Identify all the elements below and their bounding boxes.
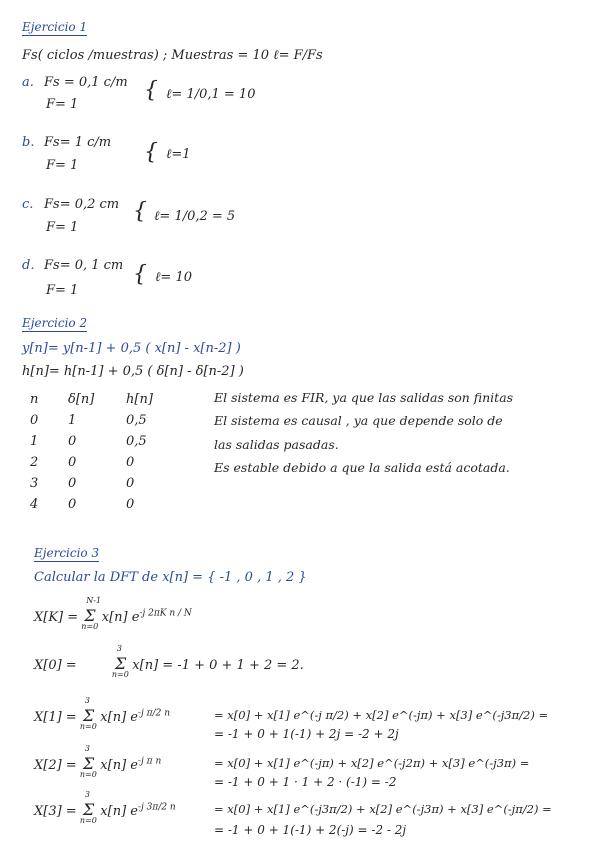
- sum-upper: 3: [84, 790, 90, 799]
- dft-body: x[n] e: [101, 610, 140, 625]
- item-line2: F= 1: [46, 283, 79, 298]
- brace-icon: {: [144, 140, 158, 165]
- sum-lower: n=0: [111, 670, 129, 679]
- x3-exponent: -j 3π/2 n: [137, 802, 176, 813]
- dft-exponent: -j 2πK n / N: [139, 608, 192, 619]
- note-fir: El sistema es FIR, ya que las salidas son finitas: [214, 390, 514, 405]
- table-header: [30, 389, 200, 410]
- note-causal-cont: las salidas pasadas.: [214, 437, 339, 452]
- note-stable: Es estable debido a que la salida está acotada.: [214, 460, 510, 475]
- ex2-difference-equation: y[n]= y[n-1] + 0,5 ( x[n] - x[n-2] ): [22, 341, 241, 356]
- x0-body: x[n] = -1 + 0 + 1 + 2 = 2.: [132, 658, 304, 673]
- ex2-heading: Ejercicio 2: [22, 316, 88, 330]
- x3-lhs: X[3] =: [34, 804, 77, 819]
- dft-general: [34, 596, 192, 631]
- item-line2: F= 1: [46, 97, 79, 112]
- table-row: [30, 431, 200, 452]
- x1-exponent: -j π/2 n: [137, 708, 171, 719]
- x2-expansion: = x[0] + x[1] e^(-jπ) + x[2] e^(-j2π) + x[3] e^(-j3π) =: [214, 756, 530, 770]
- sum-upper: 3: [116, 644, 122, 653]
- sum-icon: Σ 3 n=0: [79, 696, 97, 731]
- impulse-response-table: [30, 389, 200, 515]
- header-delta: δ[n]: [68, 392, 95, 407]
- cell-h: 0,5: [126, 413, 147, 428]
- cell-n: 2: [30, 455, 39, 470]
- item-label: d.: [22, 258, 35, 273]
- item-result: ℓ=1: [166, 147, 191, 162]
- x2-result: = -1 + 0 + 1 · 1 + 2 · (-1) = -2: [214, 775, 397, 789]
- brace-icon: {: [133, 262, 147, 287]
- table-row: [30, 473, 200, 494]
- x1-lhs: X[1] =: [34, 710, 77, 725]
- cell-delta: 1: [68, 413, 77, 428]
- item-label: c.: [22, 197, 34, 212]
- cell-delta: 0: [68, 455, 77, 470]
- cell-n: 0: [30, 413, 39, 428]
- item-line1: Fs= 0, 1 cm: [44, 258, 124, 273]
- cell-delta: 0: [68, 434, 77, 449]
- sum-icon: Σ N-1 n=0: [81, 596, 102, 631]
- item-line1: Fs= 1 c/m: [44, 135, 112, 150]
- item-line1: Fs = 0,1 c/m: [44, 75, 128, 90]
- x2-lhs: X[2] =: [34, 758, 77, 773]
- sum-lower: n=0: [79, 722, 97, 731]
- cell-delta: 0: [68, 497, 77, 512]
- x3-result: = -1 + 0 + 1(-1) + 2(-j) = -2 - 2j: [214, 823, 407, 837]
- brace-icon: {: [144, 78, 158, 103]
- item-label: a.: [22, 75, 34, 90]
- cell-h: 0: [126, 455, 135, 470]
- cell-h: 0: [126, 476, 135, 491]
- item-line1: Fs= 0,2 cm: [44, 197, 120, 212]
- sum-icon: Σ 3 n=0: [79, 744, 97, 779]
- x2-body: x[n] e: [100, 758, 138, 773]
- cell-n: 3: [30, 476, 39, 491]
- x3-body: x[n] e: [100, 804, 138, 819]
- x1-body: x[n] e: [100, 710, 138, 725]
- ex3-heading: Ejercicio 3: [34, 546, 100, 560]
- dft-x1: [34, 696, 171, 731]
- sum-upper: 3: [84, 744, 90, 753]
- x1-result: = -1 + 0 + 1(-1) + 2j = -2 + 2j: [214, 727, 399, 741]
- x2-exponent: -j π n: [137, 756, 162, 767]
- ex1-heading: Ejercicio 1: [22, 20, 88, 34]
- sum-upper: N-1: [86, 596, 102, 605]
- item-result: ℓ= 10: [155, 270, 192, 285]
- dft-x0: [34, 644, 304, 679]
- cell-n: 1: [30, 434, 39, 449]
- cell-h: 0,5: [126, 434, 147, 449]
- x0-lhs: X[0] =: [34, 658, 77, 673]
- header-h: h[n]: [126, 392, 153, 407]
- sum-lower: n=0: [81, 622, 99, 631]
- dft-lhs: X[K] =: [34, 610, 79, 625]
- x3-expansion: = x[0] + x[1] e^(-j3π/2) + x[2] e^(-j3π) + x[3] e^(-jπ/2) =: [214, 802, 552, 816]
- note-causal: El sistema es causal , ya que depende solo de: [214, 413, 503, 428]
- sum-icon: Σ 3 n=0: [79, 790, 97, 825]
- ex2-impulse-equation: h[n]= h[n-1] + 0,5 ( δ[n] - δ[n-2] ): [22, 364, 244, 379]
- item-line2: F= 1: [46, 158, 79, 173]
- x1-expansion: = x[0] + x[1] e^(-j π/2) + x[2] e^(-jπ) + x[3] e^(-j3π/2) =: [214, 708, 549, 722]
- table-row: [30, 452, 200, 473]
- table-row: [30, 494, 200, 515]
- brace-icon: {: [133, 199, 147, 224]
- header-n: n: [30, 392, 39, 407]
- ex3-task: Calcular la DFT de x[n] = { -1 , 0 , 1 , 2 }: [34, 570, 307, 585]
- item-result: ℓ= 1/0,1 = 10: [166, 87, 256, 102]
- ex1-intro: Fs( ciclos /muestras) ; Muestras = 10 ℓ= F/Fs: [22, 48, 323, 63]
- sum-upper: 3: [84, 696, 90, 705]
- dft-x2: [34, 744, 162, 779]
- dft-x3: [34, 790, 176, 825]
- cell-n: 4: [30, 497, 39, 512]
- sum-icon: Σ 3 n=0: [111, 644, 129, 679]
- item-label: b.: [22, 135, 35, 150]
- sum-lower: n=0: [79, 770, 97, 779]
- cell-delta: 0: [68, 476, 77, 491]
- item-line2: F= 1: [46, 220, 79, 235]
- item-result: ℓ= 1/0,2 = 5: [154, 209, 236, 224]
- table-row: [30, 410, 200, 431]
- cell-h: 0: [126, 497, 135, 512]
- sum-lower: n=0: [79, 816, 97, 825]
